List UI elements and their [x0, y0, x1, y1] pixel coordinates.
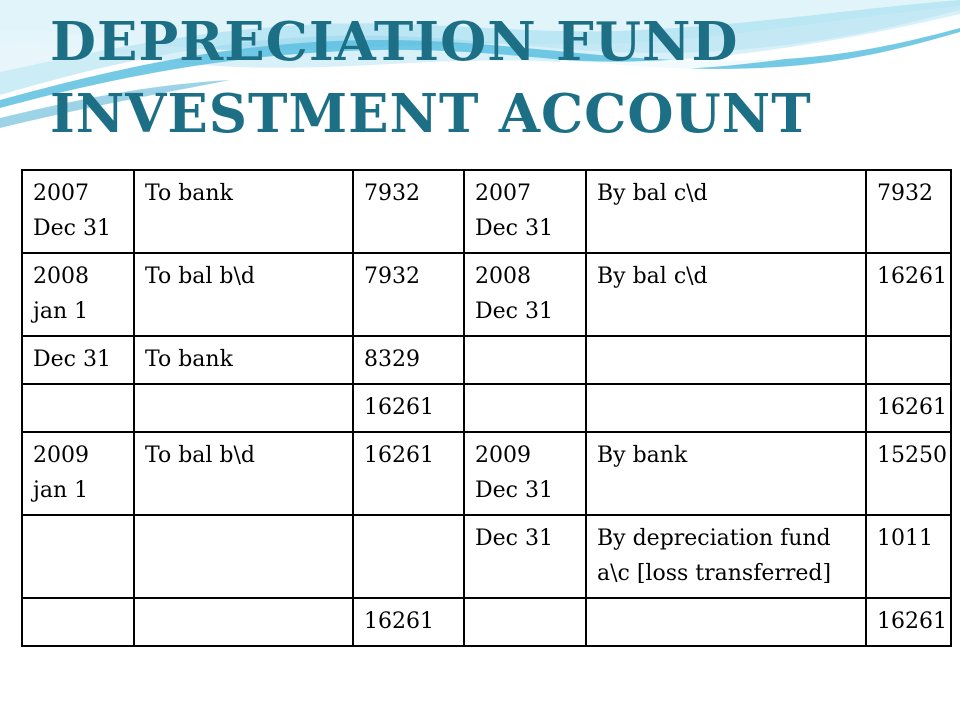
credit-particulars-cell: By bal c\d: [586, 170, 866, 253]
table-row: [22, 170, 951, 253]
debit-particulars-cell: To bank: [134, 336, 353, 384]
table-row: [22, 253, 951, 336]
credit-amount-cell: [866, 336, 951, 384]
debit-amount-cell: 7932: [353, 170, 464, 253]
table-row: [22, 384, 951, 432]
credit-particulars-cell: [586, 598, 866, 646]
credit-date-cell: [464, 384, 586, 432]
credit-date-cell: 2008 Dec 31: [464, 253, 586, 336]
table-row: [22, 432, 951, 515]
debit-date-cell: 2008 jan 1: [22, 253, 134, 336]
debit-amount-cell: [353, 515, 464, 598]
debit-date-cell: [22, 384, 134, 432]
credit-amount-cell: 15250: [866, 432, 951, 515]
debit-amount-cell: 16261: [353, 432, 464, 515]
debit-particulars-cell: [134, 598, 353, 646]
table-row: [22, 515, 951, 598]
credit-date-cell: Dec 31: [464, 515, 586, 598]
debit-date-cell: Dec 31: [22, 336, 134, 384]
debit-particulars-cell: [134, 384, 353, 432]
ledger-table: [21, 169, 952, 647]
credit-amount-cell: 16261: [866, 598, 951, 646]
debit-date-cell: [22, 598, 134, 646]
debit-amount-cell: 16261: [353, 384, 464, 432]
credit-date-cell: [464, 598, 586, 646]
debit-amount-cell: 16261: [353, 598, 464, 646]
debit-amount-cell: 8329: [353, 336, 464, 384]
credit-date-cell: [464, 336, 586, 384]
title-line-1: DEPRECIATION FUND: [50, 11, 739, 73]
credit-particulars-cell: By bank: [586, 432, 866, 515]
title-line-2: INVESTMENT ACCOUNT: [50, 83, 812, 145]
table-row: [22, 598, 951, 646]
credit-amount-cell: 7932: [866, 170, 951, 253]
credit-date-cell: 2009 Dec 31: [464, 432, 586, 515]
debit-date-cell: 2007 Dec 31: [22, 170, 134, 253]
credit-date-cell: 2007 Dec 31: [464, 170, 586, 253]
debit-amount-cell: 7932: [353, 253, 464, 336]
credit-particulars-cell: [586, 384, 866, 432]
debit-particulars-cell: [134, 515, 353, 598]
debit-particulars-cell: To bank: [134, 170, 353, 253]
credit-amount-cell: 1011: [866, 515, 951, 598]
debit-date-cell: [22, 515, 134, 598]
table-row: [22, 336, 951, 384]
credit-amount-cell: 16261: [866, 253, 951, 336]
debit-particulars-cell: To bal b\d: [134, 432, 353, 515]
debit-date-cell: 2009 jan 1: [22, 432, 134, 515]
debit-particulars-cell: To bal b\d: [134, 253, 353, 336]
credit-amount-cell: 16261: [866, 384, 951, 432]
page-title: [50, 6, 812, 150]
credit-particulars-cell: By bal c\d: [586, 253, 866, 336]
credit-particulars-cell: By depreciation fund a\c [loss transferred]: [586, 515, 866, 598]
ledger-body: [22, 170, 951, 646]
credit-particulars-cell: [586, 336, 866, 384]
